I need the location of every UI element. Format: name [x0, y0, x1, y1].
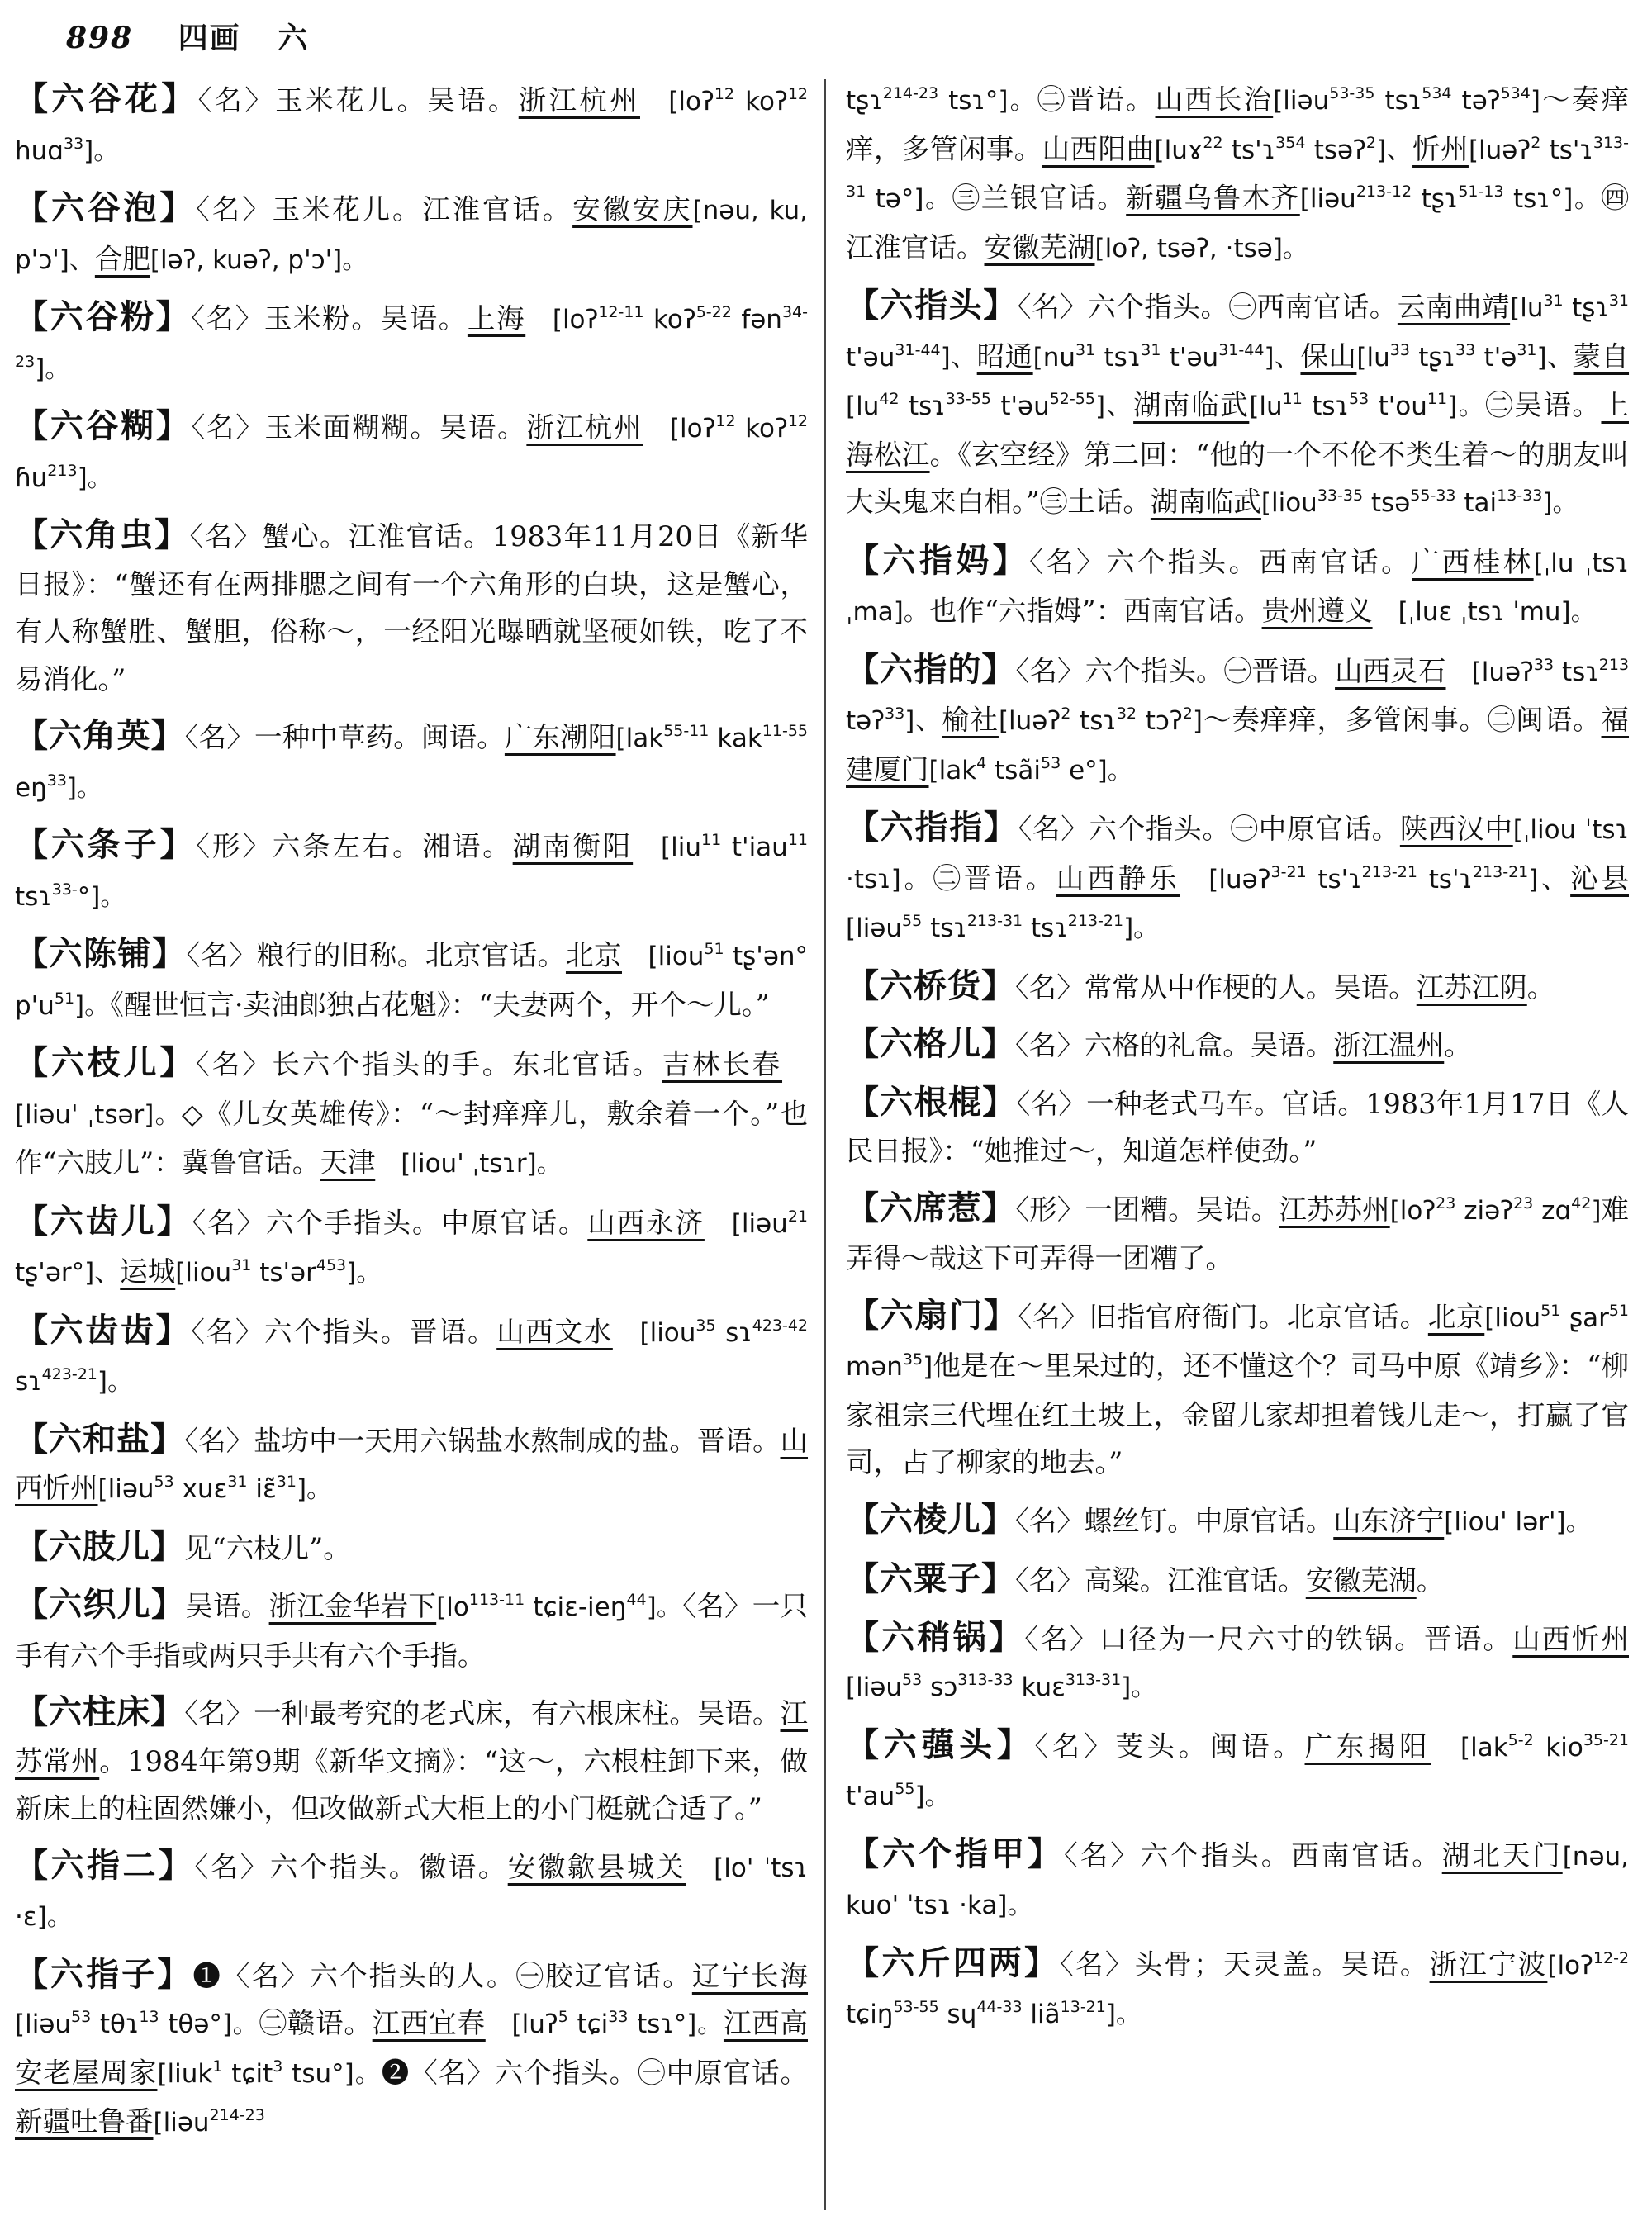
definition-text: ㊃江淮官话。: [846, 182, 1630, 263]
dialect-location: 安徽芜湖: [984, 230, 1095, 263]
dialect-location: 忻州: [1412, 132, 1469, 165]
phonetic-transcription: [luəʔ$^2$ tsɿ$^{32}$ tɔʔ$^2$]: [998, 705, 1203, 736]
definition-text: 〈名〉蟹心。江淮官话。1983年11月20日《新华日报》：“蟹还有在两排腮之间有一个六角形的白块，这是蟹心，有人称蟹胜、蟹胆，俗称～，一经阳光曝晒就坚硬如铁，吃了不易消化。”: [15, 520, 809, 695]
headword: 【六个指甲】: [846, 1834, 1064, 1873]
headword: 【六织儿】: [15, 1586, 186, 1624]
right-column: [846, 76, 1629, 2049]
dialect-location: 山东济宁: [1333, 1504, 1445, 1537]
headword: 【六角虫】: [15, 516, 190, 554]
headword: 【六齿齿】: [15, 1311, 192, 1350]
dictionary-entry: [846, 1079, 1629, 1175]
headword: 【六粟子】: [846, 1560, 1015, 1598]
headword: 【六指二】: [15, 1846, 195, 1885]
phonetic-transcription: [liou$^{31}$ ts'ər$^{453}$]。: [175, 1256, 382, 1288]
phonetic-transcription: [loʔ, tsəʔ, ·tsə]。: [1094, 233, 1308, 263]
dictionary-entry: [15, 76, 808, 175]
headword: 【六谷糊】: [15, 407, 192, 445]
dialect-location: 新疆乌鲁木齐: [1126, 182, 1300, 214]
dialect-location: 辽宁长海: [691, 1959, 809, 1992]
headword: 【六格儿】: [846, 1025, 1015, 1063]
headword: 【六陈铺】: [15, 935, 187, 973]
definition-text: 见“六枝儿”。: [184, 1531, 351, 1564]
definition-text: ◇《儿女英雄传》：“～封痒痒儿，敷余着一个。”也作“六肢儿”：冀鲁官话。: [15, 1097, 808, 1179]
definition-text: ～奏痒痒，多管闲事。㊁闽语。: [1202, 704, 1602, 736]
dialect-location: 贵州遵义: [1261, 595, 1373, 627]
dictionary-entry: [846, 538, 1629, 637]
phonetic-transcription: [$lu^{33}$ tʂɿ$^{33}$ t'ə$^{31}$]、: [1356, 340, 1574, 372]
dictionary-entry: [15, 1524, 808, 1573]
dialect-location: 上海: [467, 302, 526, 334]
dialect-location: 上海松江: [846, 389, 1629, 471]
definition-text: 〈名〉粮行的旧称。北京官话。: [186, 939, 566, 971]
dictionary-entry: [15, 1843, 808, 1942]
definition-text: 〈名〉六个指头。㊀中原官话。: [1018, 813, 1400, 845]
phonetic-transcription: [liu$^{11}$ t'iau$^{11}$ tsɿ$^{33-}$°]。: [15, 831, 809, 912]
definition-text: 。: [1444, 1029, 1472, 1061]
definition-text: 〈名〉长六个指头的手。东北官话。: [196, 1048, 662, 1080]
dialect-location: 江苏江阴: [1416, 970, 1527, 1004]
phonetic-transcription: [loʔ$^{12}$ koʔ$^{12}$ huɑ$^{33}$]。: [15, 85, 808, 166]
definition-text: 〈形〉六条左右。湘语。: [196, 830, 513, 862]
dictionary-entry: [846, 1021, 1629, 1070]
phonetic-transcription: [liəu$^{53}$ tθɿ$^{13}$ tθə°]。: [15, 2008, 259, 2039]
definition-text: 〈名〉旧指官府衙门。北京官话。: [1018, 1300, 1428, 1333]
definition-text: 他是在～里呆过的，还不懂这个？司马中原《靖乡》：“柳家祖宗三代埋在红土坡上，金留儿家却担着钱儿走～，打赢了官司，占了柳家的地去。”: [846, 1350, 1629, 1478]
dialect-location: 蒙自: [1573, 339, 1630, 372]
definition-text: ㊁晋语。: [1037, 83, 1156, 116]
dialect-location: 江西宜春: [372, 2007, 486, 2039]
headword: 【六枝儿】: [15, 1044, 197, 1082]
headword: 【六角英】: [15, 717, 185, 755]
definition-text: ㊁赣语。: [259, 2007, 373, 2039]
phonetic-transcription: [liəu$^{53}$ sɔ$^{313-33}$ kuɛ$^{313-31}$]。: [846, 1671, 1157, 1702]
phonetic-transcription: [lak$^{5-2}$ kio$^{35-21}$ $t'au^{55}$]。: [846, 1730, 1630, 1811]
phonetic-transcription: [nəu, ku, p'ɔ']、: [15, 196, 809, 275]
definition-text: 〈名〉玉米粉。吴语。: [191, 302, 468, 334]
dialect-location: 天津: [320, 1146, 376, 1179]
definition-text: ㊁吴语。: [1485, 389, 1602, 421]
dictionary-entry: [846, 647, 1629, 795]
dialect-location: 浙江杭州: [526, 411, 643, 444]
headword: 【六和盐】: [15, 1420, 185, 1459]
headword: 【六席惹】: [846, 1189, 1016, 1227]
definition-text: 也作“六指姆”：西南官话。: [928, 595, 1262, 627]
phonetic-transcription: [luʔ$^5$ tɕi$^{33}$ tsɿ°]。: [485, 2008, 724, 2039]
dictionary-entry: [15, 403, 808, 502]
headword: 【六棱儿】: [846, 1500, 1015, 1539]
dialect-location: 江苏常州: [15, 1697, 809, 1777]
phonetic-transcription: [loʔ$^{12-2}$ tɕiŋ$^{53-55}$ sɥ$^{44-33}$ liã$^{13-21}$]。: [846, 1948, 1630, 2029]
phonetic-transcription: [luɤ$^{22}$ ts'ɿ$^{354}$ tsəʔ$^2$]、: [1154, 133, 1413, 165]
dialect-location: 广东潮阳: [504, 721, 616, 753]
dictionary-entry: [15, 713, 808, 812]
definition-text: 。: [1526, 970, 1555, 1004]
definition-text: 〈形〉一团糟。吴语。: [1015, 1193, 1279, 1226]
headword: 【六蔃头】: [846, 1725, 1035, 1764]
phonetic-transcription: [nəu, kuo' ˈtsɿ ·ka]。: [846, 1841, 1630, 1920]
definition-text: 。《玄空经》第二回：“他的一个不伦不类生着～的朋友叫大头鬼来白相。”㊂土话。: [846, 438, 1629, 518]
dialect-location: 吉林长春: [662, 1048, 783, 1080]
dialect-location: 浙江宁波: [1429, 1948, 1548, 1981]
definition-text: 〈名〉一只手有六个手指或两只手共有六个手指。: [15, 1590, 809, 1672]
dialect-location: 山西阳曲: [1042, 132, 1155, 165]
headword: 【六斤四两】: [846, 1943, 1061, 1982]
headword: 【六稍锅】: [846, 1618, 1025, 1657]
definition-text: 〈名〉一种老式马车。官话。1983年1月17日《人民日报》：“她推过～，知道怎样使劲。”: [846, 1087, 1629, 1167]
dictionary-entry: [15, 1582, 808, 1679]
phonetic-transcription: [liəu' ˌtsər]。: [15, 1051, 809, 1130]
dictionary-entry: [846, 1293, 1629, 1487]
phonetic-transcription: [liou$^{51}$ ʂar$^{51}$ mən$^{35}$]: [846, 1301, 1630, 1382]
dictionary-entry: [846, 1185, 1629, 1283]
dialect-location: 山西长治: [1155, 83, 1274, 116]
definition-text: ❶〈名〉六个指头的人。㊀胶辽官话。: [192, 1959, 692, 1992]
phonetic-transcription: [liəu$^{214-23}$: [153, 2106, 265, 2137]
dictionary-entry: [846, 1831, 1629, 1930]
dialect-location: 浙江温州: [1333, 1029, 1445, 1061]
headword: 【六柱床】: [15, 1693, 185, 1731]
definition-text: 。: [1416, 1564, 1445, 1597]
definition-text: 〈名〉盐坊中一天用六锅盐水熬制成的盐。晋语。: [184, 1424, 781, 1457]
phonetic-transcription: [liou' lər']。: [1444, 1506, 1592, 1537]
dialect-location: 运城: [120, 1255, 176, 1288]
headword: 【六指头】: [846, 287, 1018, 325]
phonetic-transcription: [liou' ˌtsɿr]。: [375, 1149, 563, 1179]
phonetic-transcription: [loʔ$^{12-11}$ koʔ$^{5-22}$ fən$^{34-23}$]。: [15, 303, 809, 384]
definition-text: 〈名〉玉米花儿。吴语。: [197, 84, 519, 116]
phonetic-transcription: [liou$^{51}$ tʂ'ən° $p'u^{51}$]。: [15, 940, 809, 1021]
phonetic-transcription: [luəʔ$^2$ ts'ɿ$^{313-31}$ tə°]。: [846, 133, 1629, 214]
headword: 【六扇门】: [846, 1296, 1018, 1335]
phonetic-transcription: [liəu$^{53-35}$ tsɿ$^{534}$ təʔ$^{534}$]: [1273, 84, 1540, 116]
dictionary-entry: [15, 931, 808, 1030]
definition-text: 〈名〉六个指头。晋语。: [191, 1315, 497, 1348]
headword: 【六谷花】: [15, 80, 198, 118]
dialect-location: 云南曲靖: [1397, 291, 1511, 323]
dictionary-entry: [846, 1940, 1629, 2039]
headword: 【六指指】: [846, 809, 1018, 847]
phonetic-transcription: [ləʔ, kuəʔ, p'ɔ']。: [150, 244, 368, 275]
phonetic-transcription: [lo' ˈtsɿ ·ɛ]。: [15, 1853, 808, 1932]
definition-text: 〈名〉六个指头。㊀西南官话。: [1017, 291, 1398, 323]
column-divider: [824, 79, 826, 2210]
phonetic-transcription: [$lo^{113-11}$ tɕiɛ-ieŋ$^{44}$]。: [436, 1591, 683, 1622]
phonetic-transcription: [$lu^{11}$ tsɿ$^{53}$ $t'ou^{11}$]。: [1249, 390, 1486, 421]
dictionary-entry: [846, 1722, 1629, 1821]
dialect-location: 北京: [565, 939, 622, 971]
phonetic-transcription: [ˌlu ˌtsɿ ˌma]。: [846, 548, 1630, 627]
dialect-location: 合肥: [94, 242, 150, 275]
dialect-location: 湖南临武: [1133, 389, 1250, 421]
dialect-location: 安徽歙县城关: [507, 1850, 686, 1883]
definition-text: 〈名〉六个指头。西南官话。: [1063, 1839, 1442, 1872]
dialect-location: 福建厦门: [846, 704, 1630, 785]
dictionary-entry: [15, 1416, 808, 1514]
running-head: [66, 15, 309, 57]
definition-text: 〈名〉芰头。闽语。: [1034, 1729, 1305, 1763]
dialect-location: 浙江金华岩下: [268, 1590, 437, 1622]
dialect-location: 江西高安老屋周家: [15, 2007, 808, 2089]
dialect-location: 昭通: [976, 339, 1033, 372]
dialect-location: 湖南临武: [1150, 486, 1261, 518]
phonetic-transcription: [liuk$^1$ tɕit$^3$ tsu°]。: [157, 2057, 382, 2089]
phonetic-transcription: tʂɿ$^{214-23}$ tsɿ°]。: [846, 84, 1037, 116]
definition-text: 〈名〉一种中草药。闽语。: [184, 721, 505, 753]
definition-text: 《醒世恒言·卖油郎独占花魁》：“夫妻两个，开个～儿。”: [110, 988, 770, 1021]
phonetic-transcription: [luəʔ$^{3-21}$ ts'ɿ$^{213-21}$ ts'ɿ$^{213-21}$]、: [1180, 862, 1571, 894]
dictionary-entry: [846, 1615, 1629, 1712]
headword: 【六指妈】: [846, 541, 1030, 580]
phonetic-transcription: [loʔ$^{12}$ koʔ$^{12}$ ɦu$^{213}$]。: [15, 412, 808, 493]
dialect-location: 山西永济: [587, 1206, 705, 1239]
dictionary-entry: [846, 282, 1629, 528]
section-label: 四画: [178, 21, 241, 55]
dialect-location: 广东揭阳: [1304, 1729, 1431, 1763]
dictionary-entry: [846, 76, 1629, 273]
phonetic-transcription: [ˌliou ˈtsɿ ·tsɿ]。: [846, 815, 1630, 894]
dialect-location: 湖南衡阳: [512, 830, 634, 862]
definition-text: ㊁晋语。: [933, 861, 1056, 894]
dialect-location: 湖北天门: [1441, 1839, 1563, 1872]
phonetic-transcription: [luəʔ$^{33}$ tsɿ$^{213}$ təʔ$^{33}$]、: [846, 655, 1630, 736]
definition-text: 〈名〉高粱。江淮官话。: [1015, 1564, 1306, 1597]
dialect-location: 山西静乐: [1056, 861, 1180, 894]
dialect-location: 山西忻州: [15, 1424, 809, 1504]
dictionary-entry: [15, 294, 808, 393]
definition-text: 吴语。: [185, 1590, 269, 1622]
dictionary-entry: [15, 1689, 808, 1833]
dialect-location: 山西忻州: [1512, 1622, 1629, 1655]
headword: 【六谷粉】: [15, 298, 192, 336]
definition-text: ❷〈名〉六个指头。㊀中原官话。: [381, 2056, 809, 2089]
dictionary-entry: [15, 512, 808, 703]
page-number: 898: [66, 21, 134, 55]
headword: 【六指的】: [846, 650, 1016, 689]
phonetic-transcription: [ˌluɛ ˌtsɿ ˈmu]。: [1372, 597, 1597, 627]
headword: 【六谷泡】: [15, 189, 197, 227]
dictionary-entry: [846, 1556, 1629, 1605]
definition-text: ㊂兰银官话。: [952, 182, 1127, 214]
definition-text: 〈名〉常常从中作梗的人。吴语。: [1015, 970, 1417, 1004]
definition-text: 〈名〉六格的礼盒。吴语。: [1015, 1029, 1334, 1061]
dialect-location: 沁县: [1570, 861, 1629, 894]
dialect-location: 榆社: [942, 704, 999, 736]
dictionary-entry: [15, 185, 808, 284]
dialect-location: 山西文水: [496, 1315, 613, 1348]
dictionary-entry: [15, 1307, 808, 1407]
dialect-location: 安徽芜湖: [1305, 1564, 1417, 1597]
phonetic-transcription: [liou$^{35}$ sɿ$^{423-42}$ sɿ$^{423-21}$]。: [15, 1316, 809, 1397]
headword: 【六肢儿】: [15, 1527, 184, 1566]
definition-text: 〈名〉六个指头。徽语。: [194, 1850, 508, 1883]
left-column: [15, 76, 808, 2157]
dialect-location: 安徽安庆: [572, 193, 693, 225]
dialect-location: 广西桂林: [1412, 545, 1534, 578]
phonetic-transcription: [lak$^{55-11}$ kak$^{11-55}$ $eŋ^{33}$]。: [15, 722, 808, 803]
headword: 【六齿儿】: [15, 1202, 192, 1241]
phonetic-transcription: [liou$^{33-35}$ tsə$^{55-33}$ tai$^{13-33}$]。: [1260, 486, 1578, 518]
phonetic-transcription: [$nu^{31}$ tsɿ$^{31}$ t'əu$^{31-44}$]、: [1032, 340, 1301, 372]
phonetic-transcription: [liəu$^{53}$ xuɛ$^{31}$ iɛ̃$^{31}$]。: [97, 1473, 333, 1504]
headword: 【六指子】: [15, 1955, 193, 1994]
definition-text: 〈名〉六个手指头。中原官话。: [192, 1206, 588, 1239]
phonetic-transcription: [$lu^{31}$ tʂɿ$^{31}$ t'əu$^{31-44}$]、: [846, 292, 1630, 372]
definition-text: 〈名〉玉米面糊糊。吴语。: [191, 411, 527, 444]
definition-text: 〈名〉一种最考究的老式床，有六根床柱。吴语。: [184, 1697, 781, 1729]
definition-text: 〈名〉六个指头。西南官话。: [1029, 545, 1412, 578]
dialect-location: 江苏苏州: [1279, 1193, 1390, 1226]
phonetic-transcription: [liəu$^{21}$ tʂ'ər°]、: [15, 1207, 809, 1288]
dialect-location: 陕西汉中: [1399, 813, 1513, 845]
definition-text: 〈名〉口径为一尺六寸的铁锅。晋语。: [1024, 1622, 1513, 1655]
definition-text: 〈名〉螺丝钉。中原官话。: [1015, 1504, 1334, 1537]
dictionary-entry: [846, 1497, 1629, 1547]
dictionary-entry: [846, 963, 1629, 1012]
dictionary-entry: [15, 822, 808, 921]
dialect-location: 保山: [1300, 339, 1357, 372]
headword: 【六根棍】: [846, 1083, 1017, 1122]
phonetic-transcription: [liəu$^{213-12}$ tʂɿ$^{51-13}$ tsɿ°]。: [1299, 183, 1602, 214]
head-character: 六: [278, 21, 310, 55]
phonetic-transcription: [liəu$^{55}$ tsɿ$^{213-31}$ tsɿ$^{213-21}$]。: [846, 912, 1160, 943]
dialect-location: 浙江杭州: [518, 84, 640, 116]
dictionary-entry: [15, 1198, 808, 1298]
definition-text: 〈名〉头骨；天灵盖。吴语。: [1060, 1948, 1430, 1981]
definition-text: ～奏痒痒，多管闲事。: [846, 83, 1629, 165]
definition-text: 〈名〉六个指头。㊀晋语。: [1015, 654, 1336, 687]
headword: 【六桥货】: [846, 966, 1015, 1005]
definition-text: 难弄得～哉这下可弄得一团糟了。: [846, 1193, 1630, 1274]
phonetic-transcription: [loʔ$^{23}$ ziəʔ$^{23}$ zɑ$^{42}$]: [1389, 1193, 1602, 1226]
phonetic-transcription: [lak$^4$ tsãi$^{53}$ e°]。: [928, 753, 1133, 785]
dictionary-entry: [15, 1040, 808, 1189]
headword: 【六条子】: [15, 826, 197, 864]
dialect-location: 北京: [1427, 1300, 1485, 1333]
dictionary-entry: [846, 804, 1629, 953]
phonetic-transcription: [$lu^{42}$ tsɿ$^{33-55}$ t'əu$^{52-55}$]、: [846, 390, 1134, 421]
dictionary-entry: [15, 1952, 808, 2147]
dialect-location: 山西灵石: [1335, 654, 1446, 687]
dialect-location: 新疆吐鲁番: [15, 2105, 154, 2137]
definition-text: 。1984年第9期《新华文摘》：“这～，六根柱卸下来，做新床上的柱固然嫌小，但改做新式大柜上的小门梃就合适了。”: [15, 1744, 808, 1824]
definition-text: 〈名〉玉米花儿。江淮官话。: [196, 193, 573, 225]
